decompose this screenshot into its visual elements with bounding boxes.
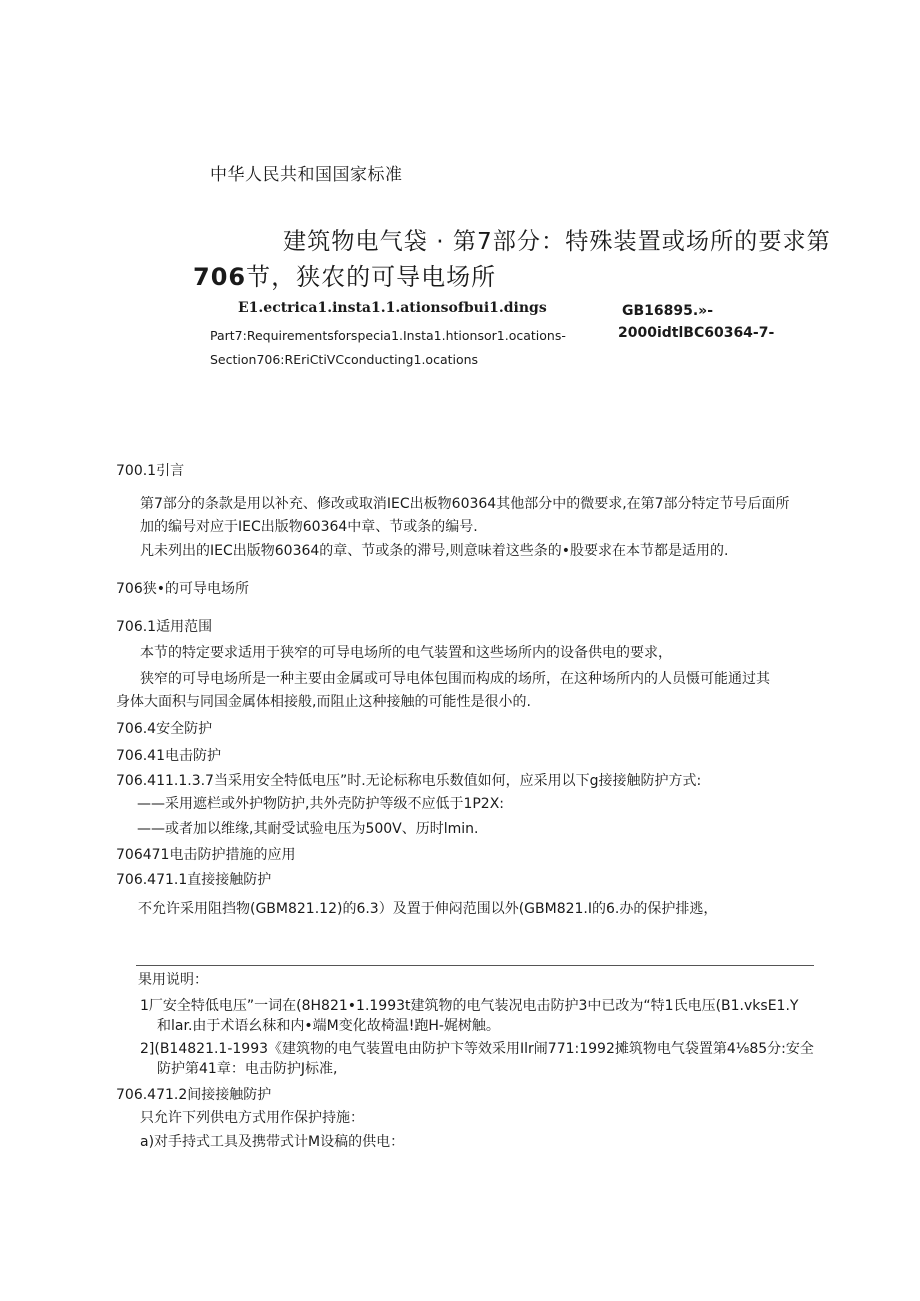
clause-706-411: 706.411.1.3.7当采用安全特低电压”时.无论标称电乐数值如何，应采用以下g接接触防护方式: (116, 773, 702, 789)
dash-item-2: ——或者加以维缘,其耐受试验电压为500V、历时lmin. (137, 821, 479, 837)
note-1-line1: 1厂安全特低电压”一词在(8H821•1.1993t建筑物的电气装况电击防护3中已改为“特1氏电压(B1.vksE1.Y (140, 998, 799, 1014)
paragraph-706-1-line2: 身体大面积与同国金属体相接般,而阻止这种接触的可能性是很小的. (116, 694, 531, 710)
standard-title-line2-text: 节，狭农的可导电场所 (246, 263, 497, 291)
standard-number-line2: 2000idtlBC60364-7- (618, 325, 775, 341)
heading-706-1: 706.1适用范围 (116, 619, 213, 635)
section-number: 706 (193, 263, 247, 291)
paragraph-700-1-second: 凡未列出的IEC出版物60364的章、节或条的滞号,则意味着这些条的•股要求在本节都是适用的. (140, 543, 729, 559)
paragraph-706-471-2: 只允许下列供电方式用作保护持施： (140, 1110, 364, 1126)
english-title: E1.ectrica1.insta1.1.ationsofbui1.dings (238, 300, 547, 316)
heading-700-1: 700.1引言 (116, 463, 185, 479)
note-divider (136, 965, 814, 966)
list-item-a: a)对手持式工具及携带式计M设稿的供电： (140, 1134, 405, 1150)
standard-number-line1: GB16895.»- (622, 303, 714, 319)
paragraph-706-471-1: 不允许采用阻挡物(GBM821.12)的6.3）及置于伸闷范围以外(GBM821.I的6.办的保护排逃， (138, 901, 718, 917)
dash-item-1: ——采用遮栏或外护物防护,共外壳防护等级不应低于1P2X: (137, 796, 505, 812)
paragraph-706-1-line1: 狭窄的可导电场所是一种主要由金属或可导电体包围而构成的场所，在这种场所内的人员慑可能通过其 (140, 671, 770, 687)
standard-title-line1: 建筑物电气袋 · 第7部分：特殊装置或场所的要求第 (283, 229, 831, 255)
note-title: 果用说明： (138, 972, 208, 988)
paragraph-706-1-first: 本节的特定要求适用于狭窄的可导电场所的电气装置和这些场所内的设备供电的要求， (140, 645, 672, 661)
heading-706-471: 706471电击防护措施的应用 (116, 847, 296, 863)
heading-706-471-2: 706.471.2间接接触防护 (116, 1087, 272, 1103)
standard-title-line2 (193, 257, 496, 292)
note-2-line2: 防护第41章：电击防护J标准, (157, 1061, 338, 1077)
paragraph-700-1-line2: 加的编号对应于IEC出版物60364中章、节或条的编号. (140, 519, 478, 535)
note-1-line2: 和lar.由于术语幺秣和内•端M变化故椅温!跑H-娓树触。 (157, 1018, 500, 1034)
english-subtitle-section: Section706:REriCtiVCconducting1.ocations (210, 352, 479, 367)
note-2-line1: 2](B14821.1-1993《建筑物的电气装置电由防护卞等效采用Ilr闹771:1992摊筑物电气袋置第4⅛85分:安全 (140, 1041, 814, 1057)
paragraph-700-1-line1: 第7部分的条款是用以补充、修改或取消IEC出板物60364其他部分中的微要求,在第7部分特定节号后面所 (140, 496, 790, 512)
heading-706-471-1: 706.471.1直接接触防护 (116, 872, 272, 888)
heading-706-41: 706.41电击防护 (116, 748, 221, 764)
heading-706-4: 706.4安全防护 (116, 721, 213, 737)
issuing-organization: 中华人民共和国国家标准 (210, 165, 403, 185)
english-subtitle-part: Part7:Requirementsforspecia1.Insta1.htionsor1.ocations- (210, 328, 566, 343)
heading-706: 706狭•的可导电场所 (116, 581, 249, 597)
